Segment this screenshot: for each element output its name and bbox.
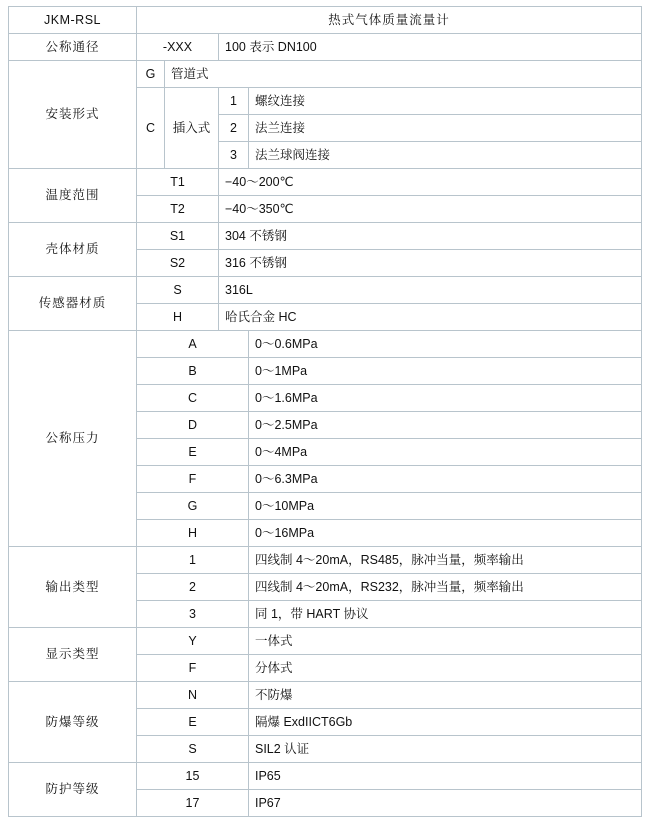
table-row-explosion-1: [9, 682, 642, 709]
desc-pressure-b: 0～1MPa: [249, 358, 642, 385]
desc-output-3: 同 1，带 HART 协议: [249, 601, 642, 628]
desc-shell-1: 304 不锈钢: [219, 223, 642, 250]
desc-shell-2: 316 不锈钢: [219, 250, 642, 277]
desc-pressure-h: 0～16MPa: [249, 520, 642, 547]
code-install-insert-3: 3: [219, 142, 249, 169]
row-label-protection-level: 防护等级: [9, 763, 137, 817]
code-pressure-b: B: [137, 358, 249, 385]
desc-install-insert-3: 法兰球阀连接: [249, 142, 642, 169]
desc-pressure-g: 0～10MPa: [249, 493, 642, 520]
table-row-pressure-a: [9, 331, 642, 358]
code-explosion-3: S: [137, 736, 249, 763]
code-display-2: F: [137, 655, 249, 682]
desc-install-insert-1: 螺纹连接: [249, 88, 642, 115]
code-install-insert-1: 1: [219, 88, 249, 115]
desc-display-1: 一体式: [249, 628, 642, 655]
code-output-3: 3: [137, 601, 249, 628]
row-label-shell-material: 壳体材质: [9, 223, 137, 277]
code-shell-1: S1: [137, 223, 219, 250]
code-explosion-1: N: [137, 682, 249, 709]
table-row-display-1: [9, 628, 642, 655]
specification-table: [8, 6, 642, 817]
desc-pressure-c: 0～1.6MPa: [249, 385, 642, 412]
code-pressure-e: E: [137, 439, 249, 466]
table-row-protection-1: [9, 763, 642, 790]
table-row-shell-1: [9, 223, 642, 250]
desc-pressure-f: 0～6.3MPa: [249, 466, 642, 493]
code-install-pipe: G: [137, 61, 165, 88]
desc-output-2: 四线制 4～20mA，RS232，脉冲当量，频率输出: [249, 574, 642, 601]
desc-protection-2: IP67: [249, 790, 642, 817]
code-nominal-diameter: -XXX: [137, 34, 219, 61]
code-pressure-a: A: [137, 331, 249, 358]
row-label-display-type: 显示类型: [9, 628, 137, 682]
row-label-install-type: 安装形式: [9, 61, 137, 169]
code-sensor-1: S: [137, 277, 219, 304]
code-temp-2: T2: [137, 196, 219, 223]
row-label-sensor-material: 传感器材质: [9, 277, 137, 331]
code-shell-2: S2: [137, 250, 219, 277]
desc-display-2: 分体式: [249, 655, 642, 682]
desc-install-insert-2: 法兰连接: [249, 115, 642, 142]
code-protection-1: 15: [137, 763, 249, 790]
code-protection-2: 17: [137, 790, 249, 817]
desc-sensor-1: 316L: [219, 277, 642, 304]
code-explosion-2: E: [137, 709, 249, 736]
model-code-cell: JKM-RSL: [9, 7, 137, 34]
code-output-1: 1: [137, 547, 249, 574]
desc-explosion-3: SIL2 认证: [249, 736, 642, 763]
desc-nominal-diameter: 100 表示 DN100: [219, 34, 642, 61]
desc-install-insert: 插入式: [165, 88, 219, 169]
desc-temp-2: −40～350℃: [219, 196, 642, 223]
desc-pressure-d: 0～2.5MPa: [249, 412, 642, 439]
product-title-cell: 热式气体质量流量计: [137, 7, 642, 34]
row-label-explosion-proof: 防爆等级: [9, 682, 137, 763]
row-label-nominal-pressure: 公称压力: [9, 331, 137, 547]
code-install-insert-2: 2: [219, 115, 249, 142]
row-label-temp-range: 温度范围: [9, 169, 137, 223]
code-pressure-c: C: [137, 385, 249, 412]
row-label-output-type: 输出类型: [9, 547, 137, 628]
desc-sensor-2: 哈氏合金 HC: [219, 304, 642, 331]
table-row-sensor-1: [9, 277, 642, 304]
code-sensor-2: H: [137, 304, 219, 331]
table-row-temp-1: [9, 169, 642, 196]
code-output-2: 2: [137, 574, 249, 601]
table-row-nominal-diameter: [9, 34, 642, 61]
desc-explosion-1: 不防爆: [249, 682, 642, 709]
table-row-install-pipe: [9, 61, 642, 88]
code-pressure-h: H: [137, 520, 249, 547]
desc-pressure-a: 0～0.6MPa: [249, 331, 642, 358]
table-row-output-1: [9, 547, 642, 574]
desc-protection-1: IP65: [249, 763, 642, 790]
desc-pressure-e: 0～4MPa: [249, 439, 642, 466]
desc-explosion-2: 隔爆 ExdIICT6Gb: [249, 709, 642, 736]
desc-install-pipe: 管道式: [165, 61, 642, 88]
code-install-insert: C: [137, 88, 165, 169]
code-display-1: Y: [137, 628, 249, 655]
code-temp-1: T1: [137, 169, 219, 196]
code-pressure-d: D: [137, 412, 249, 439]
desc-temp-1: −40～200℃: [219, 169, 642, 196]
code-pressure-f: F: [137, 466, 249, 493]
desc-output-1: 四线制 4～20mA，RS485，脉冲当量，频率输出: [249, 547, 642, 574]
code-pressure-g: G: [137, 493, 249, 520]
row-label-nominal-diameter: 公称通径: [9, 34, 137, 61]
table-row-header: [9, 7, 642, 34]
